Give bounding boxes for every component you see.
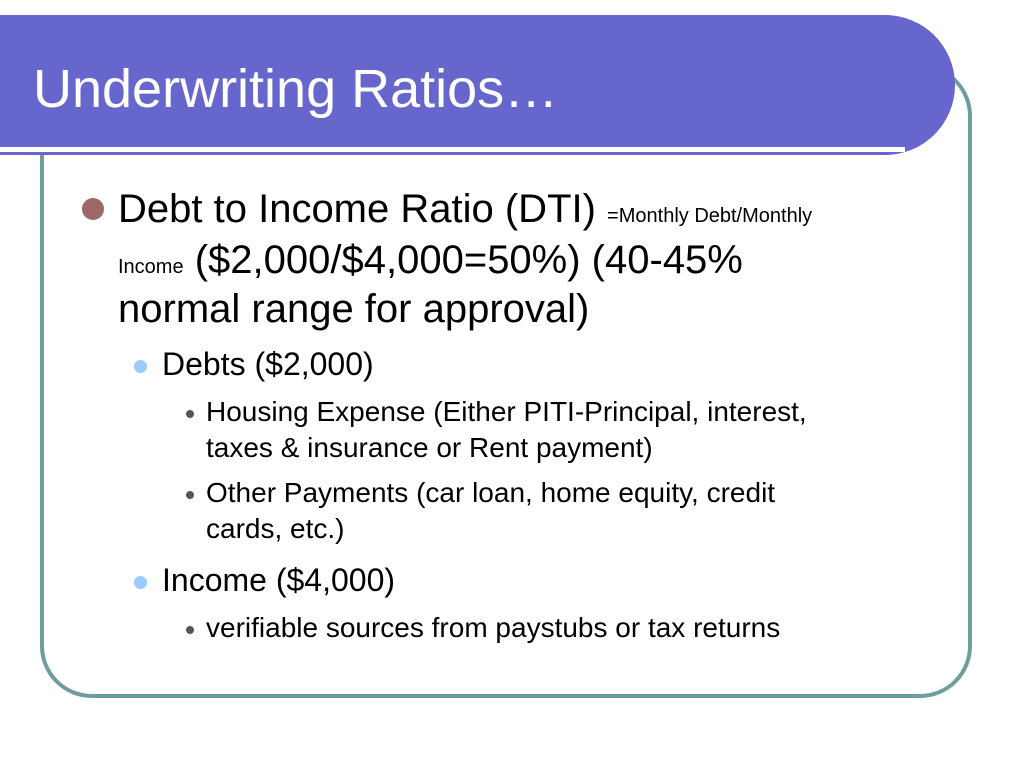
dti-line-2 — [118, 236, 743, 291]
dti-line-1 — [118, 185, 812, 240]
debts-label: Debts ($2,000) — [162, 346, 374, 382]
other-payments-line-2: cards, etc.) — [206, 513, 345, 544]
level2-bullet-debts — [134, 360, 147, 373]
verifiable-sources-line-1: verifiable sources from paystubs or tax returns — [206, 612, 781, 643]
title-bar — [0, 15, 955, 155]
level3-bullet-other-payments — [186, 491, 194, 499]
dti-line2-main: ($2,000/$4,000=50%) (40-45% — [183, 238, 743, 282]
dti-line-3 — [118, 285, 589, 333]
level3-bullet-verifiable-sources — [186, 626, 194, 634]
housing-expense-line-1: Housing Expense (Either PITI-Principal, interest, — [206, 396, 807, 427]
dti-line3-main: normal range for approval) — [118, 287, 590, 331]
level1-bullet-dti — [82, 198, 104, 220]
income-label: Income ($4,000) — [162, 562, 396, 598]
housing-expense-line-2: taxes & insurance or Rent payment) — [206, 432, 653, 463]
slide-title: Underwriting Ratios… — [33, 59, 559, 119]
level3-bullet-housing — [186, 410, 194, 418]
dti-line1-main: Debt to Income Ratio (DTI) — [118, 187, 608, 231]
other-payments-line-1: Other Payments (car loan, home equity, credit — [206, 477, 776, 508]
level2-bullet-income — [134, 576, 147, 589]
dti-line1-small: =Monthly Debt/Monthly — [607, 205, 813, 227]
title-underline — [0, 147, 905, 152]
dti-line2-small: Income — [118, 256, 184, 278]
